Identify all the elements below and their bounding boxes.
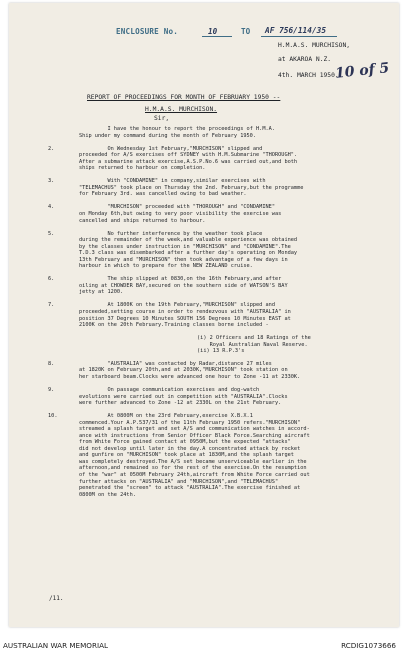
paragraph-line: proceeded,setting course in order to rendezvous with "AUSTRALIA" in <box>79 309 291 316</box>
paragraph-line: On passage communication exercises and dog-watch <box>79 386 260 393</box>
paragraph-line: The ship slipped at 0830,on the 16th February,and after <box>79 276 282 283</box>
paragraph-line: did not develop until later in the day.A concentrated attack by rocket <box>79 445 301 452</box>
list-item: (ii) 13 R.P.3's <box>197 348 245 355</box>
report-paragraph <box>48 302 397 329</box>
ship-name: H.M.A.S. MURCHISON, <box>278 42 351 49</box>
record-id: RCDIG1073666 <box>341 641 396 650</box>
report-paragraph <box>48 145 397 172</box>
report-title <box>87 92 357 116</box>
paragraph-line: At 1800K on the 19th February,"MURCHISON" slipped and <box>79 302 275 309</box>
paragraph-line: position 37 Degrees 10 Minutes SOUTH 156 Degrees 10 Minutes EAST at <box>79 315 291 322</box>
report-paragraph <box>48 360 397 381</box>
training-classes-list <box>197 335 397 355</box>
paragraph-line: I have the honour to report the proceedings of H.M.A. <box>79 126 275 132</box>
paragraph-number: 2. <box>48 145 55 152</box>
paragraph-line: commenced.Your A.P.537/31 of the 11th February 1950 refers."MURCHISON" <box>79 419 301 426</box>
paragraph-line: her starboard beam.Clocks were advanced one hour to Zone -11 at 2330K. <box>79 373 301 380</box>
paragraph-line: for February 3rd. was cancelled owing to bad weather. <box>79 191 247 198</box>
paragraph-line: streamed a splash target and set A/S and communication watches in accord- <box>79 426 310 433</box>
paragraph-line: from White Force gained contact at 0950M,but the expected "attacks" <box>79 439 291 446</box>
paragraph-number: 3. <box>48 178 55 185</box>
file-reference: AF 756/114/35 <box>265 26 327 35</box>
report-body <box>48 126 397 505</box>
paragraph-line: cancelled and ships returned to harbour. <box>79 217 206 224</box>
paragraph-number: 8. <box>48 360 55 367</box>
paragraph-line: With "CONDAMINE" in company,similar exercises with <box>79 178 266 185</box>
page-continuation-marker: /11. <box>49 595 64 602</box>
report-date: 4th. MARCH 1950. <box>278 72 339 79</box>
salutation: Sir, <box>154 115 170 122</box>
paragraph-number: 10. <box>48 413 58 420</box>
paragraph-line: oiling at CHOWDER BAY,secured on the southern side of WATSON'S BAY <box>79 282 288 289</box>
report-title-line: H.M.A.S. MURCHISON. <box>145 106 218 113</box>
paragraph-line: was completely destroyed.The A/S set became unserviceable earlier in the <box>79 458 307 465</box>
paragraph-number: 9. <box>48 386 55 393</box>
archive-name: AUSTRALIAN WAR MEMORIAL <box>3 641 108 650</box>
list-item: Royal Australian Naval Reserve. <box>197 341 308 348</box>
paragraph-line: by the classes under instruction in "MURCHISON" and "CONDAMINE".The <box>79 243 291 250</box>
paragraph-number: 4. <box>48 204 55 211</box>
paragraph-line: proceeded for A/S exercises off SYDNEY with H.M.Submarine "THOROUGH". <box>79 152 298 159</box>
paragraph-line: No further interference by the weather took place <box>79 230 263 237</box>
report-paragraph <box>48 230 397 270</box>
paragraph-number: 5. <box>48 230 55 237</box>
paragraph-line: 13th February and "MURCHISON" then took advantage of a few days in <box>79 256 288 263</box>
paragraph-line: "MURCHISON" proceeded with "THOROUGH" and "CONDAMINE" <box>79 204 275 211</box>
paragraph-line: 2100K on the 20th February.Training classes borne included - <box>79 322 269 329</box>
paragraph-line: jetty at 1200. <box>79 289 124 296</box>
paragraph-line: penetrated the "screen" to attack "AUSTRALIA".The exercise finished at <box>79 485 301 492</box>
file-reference-underline <box>261 36 337 37</box>
paragraph-line: on Monday 6th,but owing to very poor visibility the exercise was <box>79 210 282 217</box>
paragraph-line: At 0800M on the 23rd February,exercise X.B.X.1 <box>79 413 253 420</box>
report-paragraph <box>79 126 397 139</box>
paragraph-line: were further advanced to Zone -12 at 2330L on the 21st February. <box>79 400 282 407</box>
report-title-line: REPORT OF PROCEEDINGS FOR MONTH OF FEBRUARY 1950 -- <box>87 94 281 101</box>
paragraph-line: evolutions were carried out in competition with "AUSTRALIA".Clocks <box>79 393 288 400</box>
report-paragraph <box>48 204 397 224</box>
archive-footer <box>0 638 406 654</box>
paragraph-line: ships returned to harbour on completion. <box>79 165 206 172</box>
paragraph-number: 7. <box>48 302 55 309</box>
enclosure-underline <box>202 36 232 37</box>
paragraph-line: of the "war" at 0500M February 24th,aircraft from White Force carried out <box>79 472 310 479</box>
paragraph-line: After a submarine attack exercise,A.S.P.No.6 was carried out,and both <box>79 158 298 165</box>
paragraph-number: 6. <box>48 276 55 283</box>
handwritten-annotation: 10 of 5 <box>334 60 391 82</box>
enclosure-label: ENCLOSURE No. <box>116 27 179 36</box>
paragraph-line: T.D.3 class was disembarked after a further day's operating on Monday <box>79 250 298 257</box>
location: at AKAROA N.Z. <box>278 56 332 63</box>
paragraph-line: 0800M on the 24th. <box>79 491 136 498</box>
to-label: TO <box>241 27 251 36</box>
report-paragraph <box>48 178 397 198</box>
paragraph-line: Ship under my command during the month of February 1950. <box>79 132 257 139</box>
list-item: (i) 2 Officers and 18 Ratings of the <box>197 335 311 342</box>
paragraph-line: further attacks on "AUSTRALIA" and "MURCHISON",and "TELEMACHUS" <box>79 478 279 485</box>
paragraph-line: and gunfire on "MURCHISON" took place at 1830M,and the splash target <box>79 452 294 459</box>
paragraph-line: ance with instructions from Senior Officer Black Force.Searching aircraft <box>79 432 310 439</box>
report-paragraph <box>48 386 397 407</box>
paragraph-line: during the remainder of the week,and valuable experience was obtained <box>79 237 298 244</box>
enclosure-number: 10 <box>208 27 218 36</box>
paragraph-line: at 1820K on February 20th,and at 2030K,"MURCHISON" took station on <box>79 367 288 374</box>
paragraph-line: "AUSTRALIA" was contacted by Radar,distance 27 miles <box>79 360 272 367</box>
paragraph-line: afternoon,and remained so for the rest of the exercise.On the resumption <box>79 465 307 472</box>
paragraph-line: harbour in which to prepare for the NEW ZEALAND cruise. <box>79 263 253 270</box>
report-paragraph <box>48 276 397 296</box>
paragraph-line: On Wednesday 1st February,"MURCHISON" slipped and <box>79 145 263 152</box>
report-paragraph <box>48 413 397 498</box>
document-page <box>9 3 399 627</box>
paragraph-line: "TELEMACHUS" took place on Thursday the 2nd. February,but the programme <box>79 184 304 191</box>
